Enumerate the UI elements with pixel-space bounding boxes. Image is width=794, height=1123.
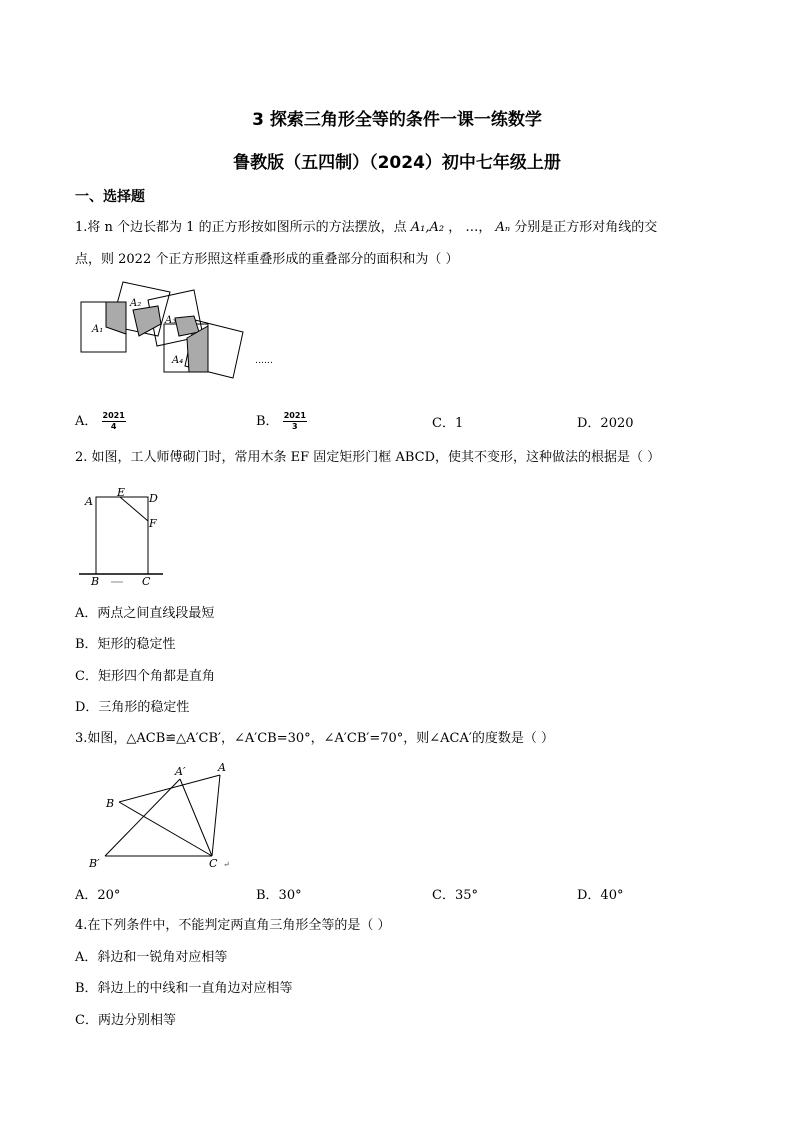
q3-side-a1c [180,779,212,856]
q3-side-ba [119,775,220,802]
q1-option-b-prefix: B． [256,414,279,429]
q1-stem-line2: 点，则 2022 个正方形照这样重叠形成的重叠部分的面积和为（ ） [75,252,459,267]
q3-side-b1a1 [105,779,180,856]
q2-stem: 2. 如图，工人师傅砌门时，常用木条 EF 固定矩形门框 ABCD，使其不变形，这种做法的根据是（ ） [75,450,661,465]
q1-stem-a: 1.将 n 个边长都为 1 的正方形按如图所示的方法摆放，点 [75,220,407,235]
q3-label-b: B [106,797,115,810]
q1-figure [75,278,285,393]
q1-option-b[interactable] [256,410,307,432]
q3-option-b[interactable]: B．30° [256,888,302,903]
title-line-1: 3 探索三角形全等的条件一课一练数学 [252,110,542,130]
section-heading: 一、选择题 [75,189,145,205]
q2-figure [75,485,175,590]
q1-stem-line1 [75,216,657,235]
q1-option-a[interactable] [75,410,126,432]
q4-option-c[interactable]: C．两边分别相等 [75,1013,176,1028]
q3-label-a: A [218,761,226,774]
q1-label-a3: A₃ [165,315,177,326]
q3-side-ac [212,775,220,856]
q2-option-b[interactable]: B．矩形的稳定性 [75,637,176,652]
q3-label-a-prime: A′ [175,765,186,778]
q1-label-ellipsis: …… [255,356,273,366]
q1-label-a1: A₁ [92,324,104,335]
q3-stem: 3.如图，△ACB≌△A′CB′，∠A′CB=30°，∠A′CB′=70°，则∠ACA′的度数是（ ） [75,731,554,746]
q1-stem-c: 分别是正方形对角线的交 [514,220,658,235]
q1-option-a-fraction [102,411,126,432]
q3-side-bc [119,802,212,856]
q1-option-d[interactable]: D．2020 [577,416,634,431]
q3-label-b-prime: B′ [89,857,100,870]
q1-option-a-prefix: A． [75,414,98,429]
q1-option-c[interactable]: C．1 [432,416,464,431]
q3-option-d[interactable]: D．40° [577,888,624,903]
q3-option-c[interactable]: C．35° [432,888,478,903]
q1-label-a4: A₄ [172,355,184,366]
q2-label-e: E [117,486,126,499]
q2-label-b: B [91,575,100,588]
q2-label-c: C [142,575,151,588]
q2-option-d[interactable]: D．三角形的稳定性 [75,700,190,715]
q1-option-b-den: 3 [292,422,298,431]
q2-label-d: D [149,492,158,505]
q4-option-a[interactable]: A．斜边和一锐角对应相等 [75,950,228,965]
q2-brace-ef [120,497,148,521]
q1-option-a-num: 2021 [102,411,125,420]
q2-option-a[interactable]: A．两点之间直线段最短 [75,606,215,621]
q4-stem: 4.在下列条件中，不能判定两直角三角形全等的是（ ） [75,918,391,933]
q2-option-c[interactable]: C．矩形四个角都是直角 [75,669,215,684]
q1-option-b-num: 2021 [283,411,306,420]
q1-label-a2: A₂ [130,298,142,309]
q1-stem-b: ， …， [448,220,492,235]
q3-figure [75,758,240,873]
q3-label-c: C [209,857,218,870]
q1-option-b-fraction [283,411,307,432]
q1-points-an: Aₙ [495,220,511,235]
q1-overlap-1 [106,302,126,334]
q3-option-a[interactable]: A．20° [75,888,121,903]
q1-option-a-den: 4 [110,422,117,431]
title-line-2: 鲁教版（五四制）（2024）初中七年级上册 [233,153,561,173]
q1-points-a: A₁,A₂ [410,220,445,235]
q2-label-f: F [149,517,157,530]
q4-option-b[interactable]: B．斜边上的中线和一直角边对应相等 [75,981,293,996]
q3-return-mark: ↵ [223,860,230,869]
q2-door-frame [96,497,148,574]
q2-label-a: A [85,495,93,508]
